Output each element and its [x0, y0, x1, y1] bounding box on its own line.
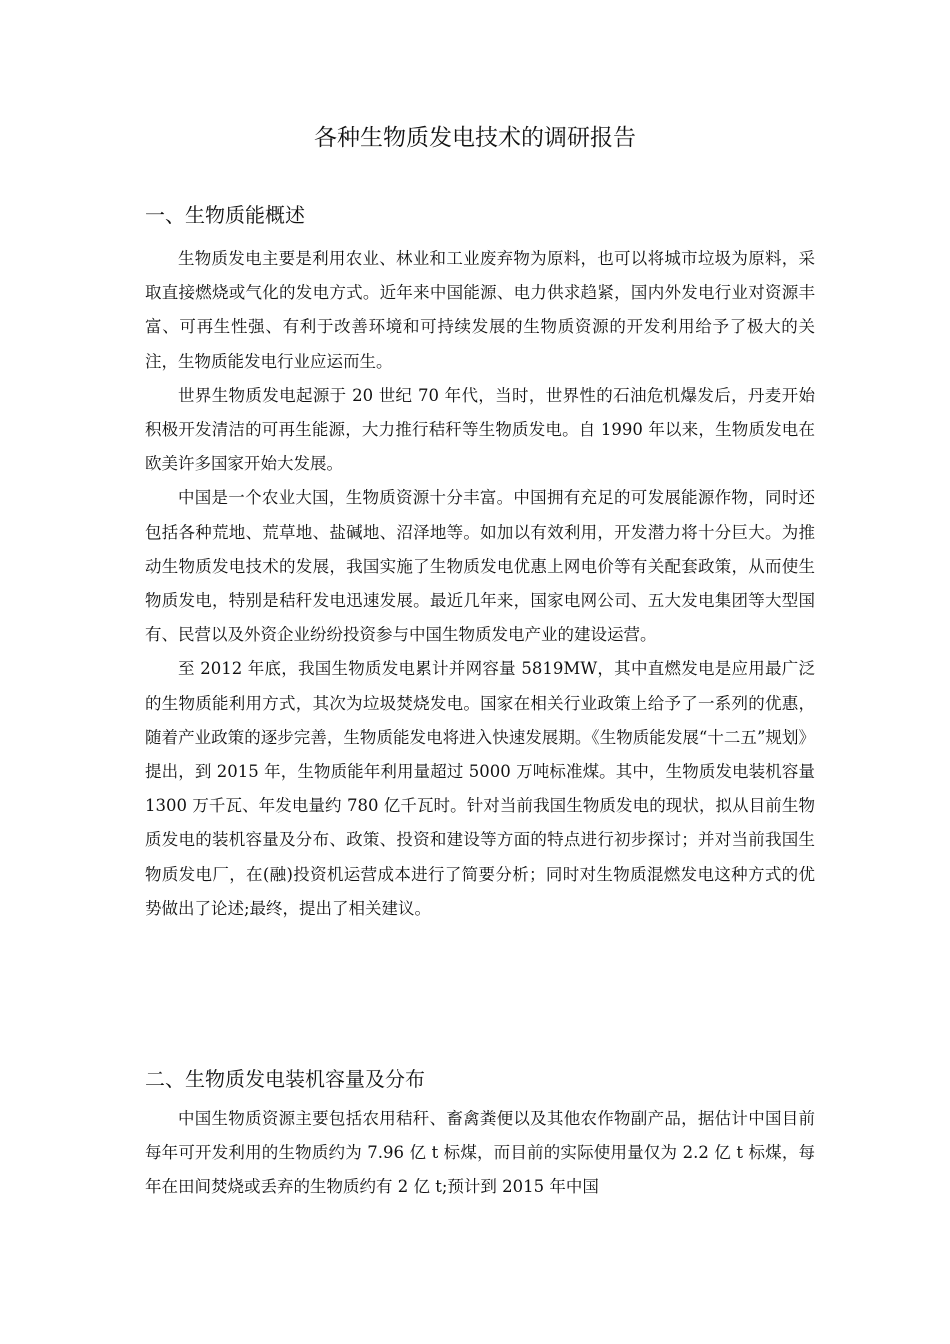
paragraph: 中国生物质资源主要包括农用秸秆、畜禽粪便以及其他农作物副产品，据估计中国目前每年可开发利用的生物质约为 7.96 亿 t 标煤，而目前的实际使用量仅为 2.2 亿 t 标煤，每年在田间焚烧或丢弃的生物质约有 2 亿 t;预计到 2015 年中国: [145, 1109, 815, 1197]
paragraph: 生物质发电主要是利用农业、林业和工业废弃物为原料，也可以将城市垃圾为原料，采取直接燃烧或气化的发电方式。近年来中国能源、电力供求趋紧，国内外发电行业对资源丰富、可再生性强、有利于改善环境和可持续发展的生物质资源的开发利用给予了极大的关注，生物质能发电行业应运而生。: [145, 249, 815, 371]
section-overview: [145, 200, 815, 926]
section-heading: 一、生物质能概述: [145, 203, 305, 227]
paragraph: 世界生物质发电起源于 20 世纪 70 年代，当时，世界性的石油危机爆发后，丹麦开始积极开发清洁的可再生能源，大力推行秸秆等生物质发电。自 1990 年以来，生物质发电在欧美许多国家开始大发展。: [145, 385, 815, 474]
section-capacity-distribution: [145, 1064, 815, 1205]
section-heading: 二、生物质发电装机容量及分布: [145, 1067, 425, 1091]
document-title: 各种生物质发电技术的调研报告: [314, 125, 636, 151]
paragraph: 至 2012 年底，我国生物质发电累计并网容量 5819MW，其中直燃发电是应用最广泛的生物质能利用方式，其次为垃圾焚烧发电。国家在相关行业政策上给予了一系列的优惠，随着产业政策的逐步完善，生物质能发电将进入快速发展期。《生物质能发展“十二五”规划》提出，到 2015 年，生物质能年利用量超过 5000 万吨标准煤。其中，生物质发电装机容量 1300 万千瓦、年发电量约 780 亿千瓦时。针对当前我国生物质发电的现状，拟从目前生物质发电的装机容量及分布、政策、投资和建设等方面的特点进行初步探讨；并对当前我国生物质发电厂，在(融)投资机运营成本进行了简要分析；同时对生物质混燃发电这种方式的优势做出了论述;最终，提出了相关建议。: [145, 659, 815, 918]
paragraph: 中国是一个农业大国，生物质资源十分丰富。中国拥有充足的可发展能源作物，同时还包括各种荒地、荒草地、盐碱地、沼泽地等。如加以有效利用，开发潜力将十分巨大。为推动生物质发电技术的发展，我国实施了生物质发电优惠上网电价等有关配套政策，从而使生物质发电，特别是秸秆发电迅速发展。最近几年来，国家电网公司、五大发电集团等大型国有、民营以及外资企业纷纷投资参与中国生物质发电产业的建设运营。: [145, 488, 815, 645]
